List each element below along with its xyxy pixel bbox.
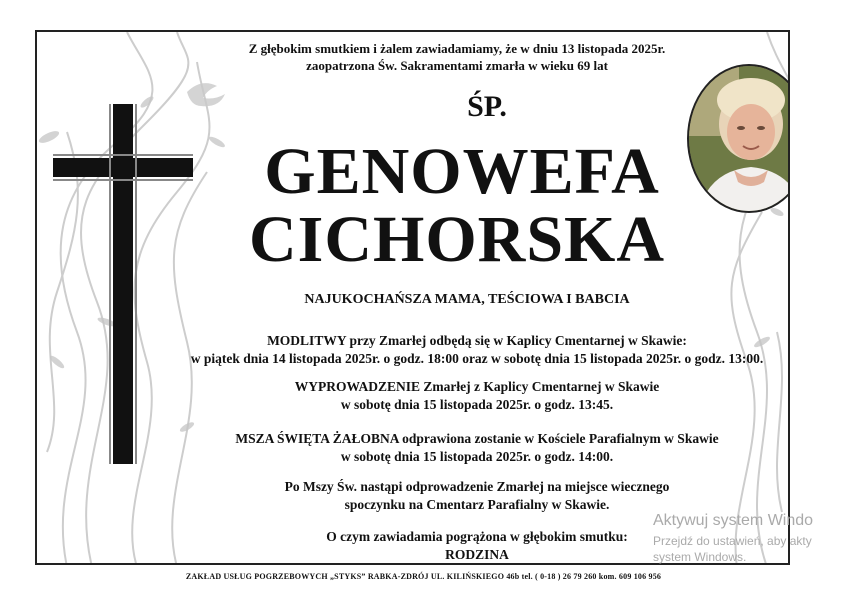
- mass-line-1: MSZA ŚWIĘTA ŻAŁOBNA odprawiona zostanie w Kościele Parafialnym w Skawie: [235, 431, 719, 446]
- procession-line-1: WYPROWADZENIE Zmarłej z Kaplicy Cmentarnej w Skawie: [294, 379, 660, 394]
- mass-info: [77, 430, 790, 466]
- first-name: GENOWEFA: [264, 135, 660, 208]
- intro-line-1: Z głębokim smutkiem i żalem zawiadamiamy, że w dniu 13 listopada 2025r.: [248, 41, 666, 56]
- burial-line-1: Po Mszy Św. nastąpi odprowadzenie Zmarłej na miejsce wiecznego: [284, 479, 670, 494]
- intro-line-2: zaopatrzona Św. Sakramentami zmarła w wieku 69 lat: [306, 58, 608, 73]
- title-sp: ŚP.: [467, 90, 507, 123]
- prayers-info: [77, 332, 790, 368]
- burial-line-2: spoczynku na Cmentarz Parafialny w Skawie.: [344, 497, 610, 512]
- procession-line-2: w sobotę dnia 15 listopada 2025r. o godz. 13:45.: [340, 397, 614, 412]
- closing-line-2: RODZINA: [445, 547, 509, 562]
- watermark-line-1: Przejdź do ustawień, aby akty: [653, 534, 812, 548]
- obituary-card: [35, 30, 790, 565]
- burial-info: [77, 478, 790, 514]
- mass-line-2: w sobotę dnia 15 listopada 2025r. o godz. 14:00.: [340, 449, 614, 464]
- prayers-line-2: w piątek dnia 14 listopada 2025r. o godz. 18:00 oraz w sobotę dnia 15 listopada 2025r. o godz. 13:00.: [190, 351, 764, 366]
- last-name: CICHORSKA: [248, 203, 666, 276]
- procession-info: [77, 378, 790, 414]
- watermark-title: Aktywuj system Windo: [653, 512, 814, 529]
- funeral-home-footer: ZAKŁAD USŁUG POGRZEBOWYCH „STYKS” RABKA-ZDRÓJ UL. KILIŃSKIEGO 46b tel. ( 0-18 ) 26 79 260 kom. 609 106 956: [185, 572, 662, 581]
- relation-text: NAJUKOCHAŃSZA MAMA, TEŚCIOWA I BABCIA: [304, 292, 630, 307]
- closing-line-1: O czym zawiadamia pogrążona w głębokim smutku:: [326, 529, 628, 544]
- prayers-line-1: MODLITWY przy Zmarłej odbędą się w Kaplicy Cmentarnej w Skawie:: [267, 333, 687, 348]
- watermark-line-2: system Windows.: [653, 550, 747, 564]
- windows-activation-watermark: [653, 512, 813, 565]
- intro-text: [107, 40, 790, 74]
